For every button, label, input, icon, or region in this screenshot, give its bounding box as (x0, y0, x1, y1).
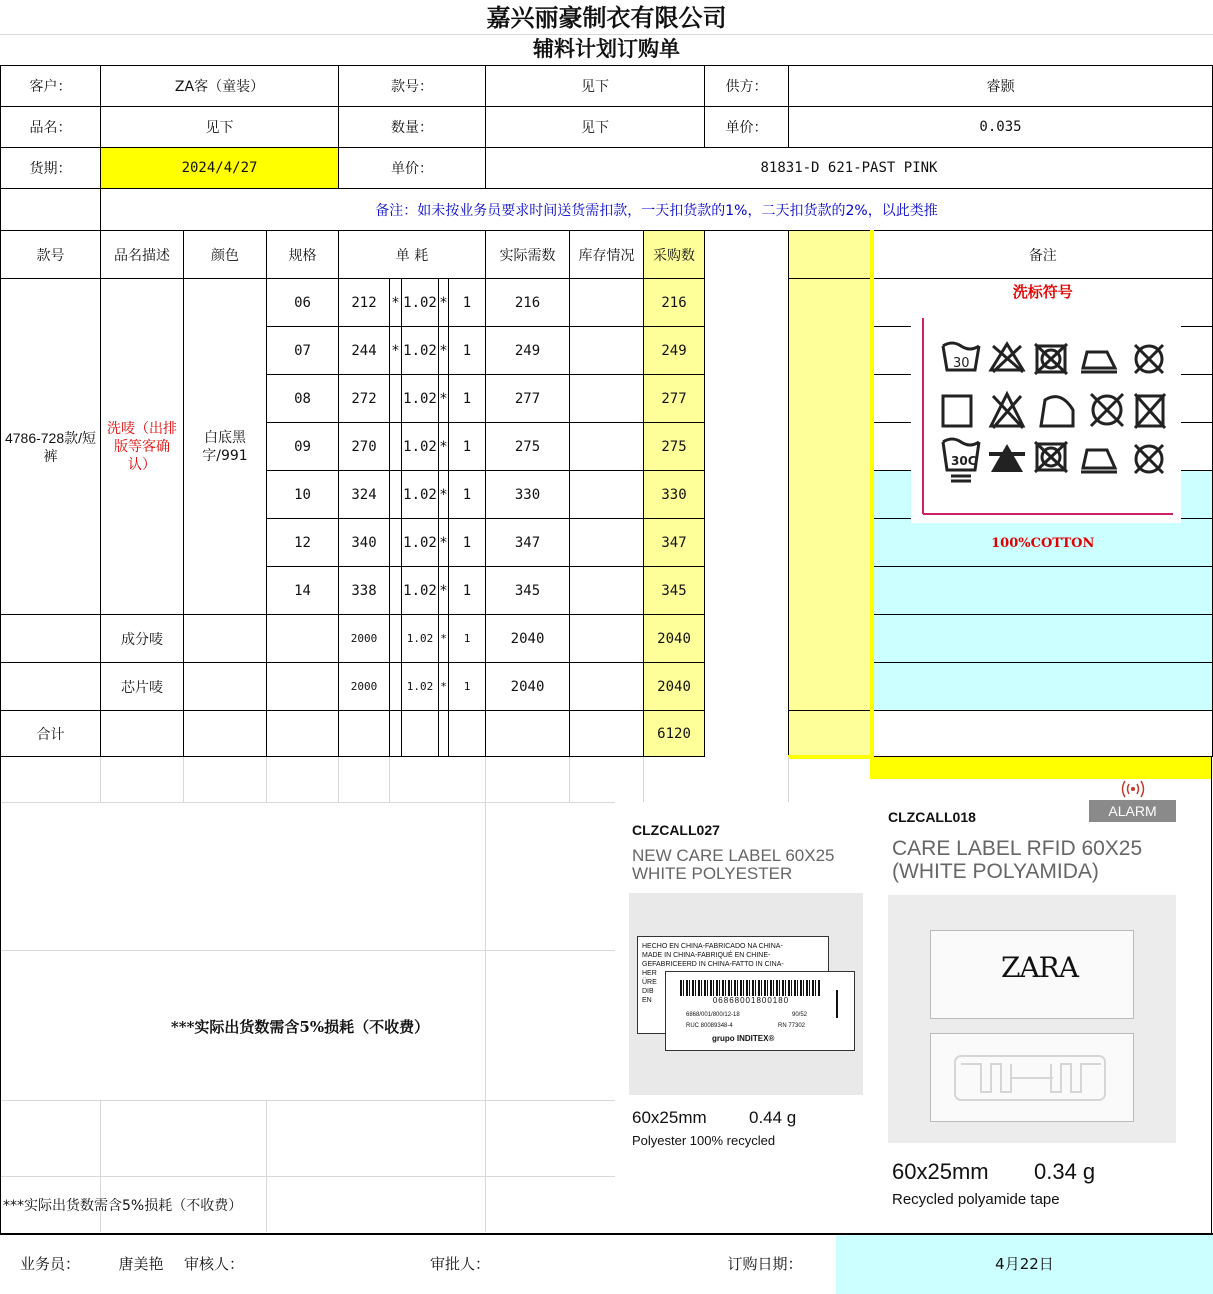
label1-text: MADE IN CHINA-FABRIQUÉ EN CHINE- (642, 952, 771, 959)
factor: 1.02 (402, 471, 439, 519)
size: 08 (267, 375, 339, 423)
col-usage: 单 耗 (339, 231, 486, 279)
label1-text: HER (642, 970, 657, 977)
qty-value: 见下 (486, 107, 705, 148)
factor: 1.02 (402, 615, 439, 663)
need: 330 (486, 471, 570, 519)
note-spacer (1, 189, 101, 231)
remark-cell (872, 567, 1213, 615)
mult-sign: * (439, 567, 449, 615)
qty: 272 (339, 375, 390, 423)
purchase: 249 (644, 327, 705, 375)
order-date-value: 4月22日 (836, 1235, 1213, 1294)
empty-cell (570, 711, 644, 757)
size: 07 (267, 327, 339, 375)
label2-photo (888, 895, 1176, 1143)
label1-front-tag (665, 971, 855, 1051)
qty: 2000 (339, 663, 390, 711)
label1-material: Polyester 100% recycled (632, 1133, 776, 1148)
qty: 324 (339, 471, 390, 519)
label2-size: 60x25mm (892, 1159, 989, 1184)
empty-cell (486, 711, 570, 757)
customer-label: 客户： (1, 66, 101, 107)
item-color: 白底黑字/991 (184, 279, 267, 615)
table-row (1, 663, 1213, 711)
customer-value: ZA客（童装） (101, 66, 339, 107)
stock (570, 471, 644, 519)
qty: 2000 (339, 615, 390, 663)
stock (570, 327, 644, 375)
qty: 338 (339, 567, 390, 615)
stock (570, 423, 644, 471)
label1-small-1: 6868/001/800/12-18 (686, 1012, 740, 1018)
col-stock: 库存情况 (570, 231, 644, 279)
blank-col (705, 231, 789, 279)
qty: 270 (339, 423, 390, 471)
total-row (1, 711, 1213, 757)
label1-text: EN (642, 997, 652, 1004)
stock (570, 567, 644, 615)
zara-logo: ZARA (1001, 951, 1078, 984)
care-label-card-2 (873, 779, 1207, 1231)
care-label-card-1 (615, 802, 870, 1152)
label1-code: CLZCALL027 (632, 822, 720, 838)
style-cell (1, 615, 101, 663)
empty-cell (390, 711, 402, 757)
total-label: 合计 (1, 711, 101, 757)
empty-cell (101, 711, 184, 757)
company-name: 嘉兴丽豪制衣有限公司 (486, 3, 727, 32)
supplier-label: 供方： (705, 66, 789, 107)
mult-sign (390, 471, 402, 519)
label2-weight: 0.34 g (1034, 1159, 1096, 1184)
mult-sign (390, 567, 402, 615)
composition-cell (872, 519, 1213, 567)
price2-label: 单价： (339, 148, 486, 189)
remark-cell (872, 663, 1213, 711)
label1-size: 60x25mm (632, 1108, 707, 1127)
need: 275 (486, 423, 570, 471)
mult-sign (390, 423, 402, 471)
col-style: 款号 (1, 231, 101, 279)
label1-text: GEFABRICEERD IN CHINA-FATTO IN CINA- (642, 961, 784, 968)
factor: 1.02 (402, 327, 439, 375)
size: 10 (267, 471, 339, 519)
loss-note-bottom: ***实际出货数需含5%损耗（不收费） (3, 1198, 243, 1214)
label2-title-1: CARE LABEL RFID 60X25 (892, 837, 1143, 860)
stock (570, 663, 644, 711)
yellow-col (789, 711, 872, 757)
need: 345 (486, 567, 570, 615)
mult-sign (390, 519, 402, 567)
price-label: 单价： (705, 107, 789, 148)
style-cell (1, 663, 101, 711)
price-value: 0.035 (789, 107, 1213, 148)
stock (570, 519, 644, 567)
product-label: 品名： (1, 107, 101, 148)
alarm-badge: ALARM (1089, 800, 1176, 822)
purchase: 275 (644, 423, 705, 471)
purchase: 2040 (644, 615, 705, 663)
factor: 1.02 (402, 663, 439, 711)
empty-cell (184, 711, 267, 757)
label2-material: Recycled polyamide tape (892, 1191, 1060, 1208)
size: 14 (267, 567, 339, 615)
multiplier: 1 (449, 519, 486, 567)
label1-photo (629, 893, 863, 1095)
style-label: 款号： (339, 66, 486, 107)
mult-sign: * (390, 279, 402, 327)
empty-cell (267, 711, 339, 757)
label1-text: DIB (642, 988, 654, 995)
label1-mark (836, 990, 838, 1018)
multiplier: 1 (449, 279, 486, 327)
svg-text:30C: 30C (951, 454, 977, 468)
yellow-highlight (870, 757, 1211, 779)
svg-text:30: 30 (953, 356, 970, 371)
col-need: 实际需数 (486, 231, 570, 279)
reviewer-label: 审核人： (183, 1255, 244, 1273)
multiplier: 1 (449, 567, 486, 615)
approver-label: 审批人： (429, 1255, 490, 1273)
mult-sign: * (439, 663, 449, 711)
purchase: 277 (644, 375, 705, 423)
due-label: 货期： (1, 148, 101, 189)
mult-sign: * (439, 519, 449, 567)
mult-sign (390, 375, 402, 423)
color-ref-value: 81831-D 621-PAST PINK (486, 148, 1213, 189)
stock (570, 279, 644, 327)
extra-desc: 芯片唛 (101, 663, 184, 711)
mult-sign (390, 663, 402, 711)
mult-sign: * (439, 423, 449, 471)
color-cell (184, 615, 267, 663)
doc-title: 辅料计划订购单 (533, 36, 680, 61)
label1-small-2: 90/52 (792, 1012, 808, 1018)
care-symbols-icon (911, 318, 1181, 523)
footer-bar (0, 1235, 1213, 1294)
empty-cell (339, 711, 390, 757)
label1-small-4: RN 77302 (778, 1023, 806, 1029)
multiplier: 1 (449, 423, 486, 471)
multiplier: 1 (449, 375, 486, 423)
factor: 1.02 (402, 279, 439, 327)
sales-name: 唐美艳 (118, 1255, 164, 1273)
col-remark: 备注 (872, 231, 1213, 279)
factor: 1.02 (402, 375, 439, 423)
qty: 212 (339, 279, 390, 327)
care-symbols-image (911, 318, 1181, 523)
purchase: 330 (644, 471, 705, 519)
multiplier: 1 (449, 663, 486, 711)
extra-desc: 成分唛 (101, 615, 184, 663)
item-style: 4786-728款/短裤 (1, 279, 101, 615)
multiplier: 1 (449, 471, 486, 519)
supplier-value: 睿颢 (789, 66, 1213, 107)
factor: 1.02 (402, 567, 439, 615)
label1-small-3: RUC 80089348-4 (686, 1023, 733, 1029)
qty: 244 (339, 327, 390, 375)
empty-cell (439, 711, 449, 757)
purchase: 216 (644, 279, 705, 327)
spec-cell (267, 663, 339, 711)
purchase: 347 (644, 519, 705, 567)
factor: 1.02 (402, 423, 439, 471)
due-value: 2024/4/27 (101, 148, 339, 189)
stock (570, 615, 644, 663)
mult-sign (390, 615, 402, 663)
rfid-antenna-icon (931, 1034, 1135, 1123)
loss-note: ***实际出货数需含5%损耗（不收费） (170, 1018, 430, 1036)
purchase: 345 (644, 567, 705, 615)
yellow-col (789, 231, 872, 279)
multiplier: 1 (449, 327, 486, 375)
qty-label: 数量： (339, 107, 486, 148)
spec-cell (267, 615, 339, 663)
product-value: 见下 (101, 107, 339, 148)
label1-title-2: WHITE POLYESTER (632, 864, 793, 883)
factor: 1.02 (402, 519, 439, 567)
need: 347 (486, 519, 570, 567)
remark-cell (872, 711, 1213, 757)
need: 277 (486, 375, 570, 423)
empty-cell (402, 711, 439, 757)
label2-code: CLZCALL018 (888, 809, 976, 825)
mult-sign: * (390, 327, 402, 375)
composition: 100%COTTON (991, 535, 1095, 551)
rfid-tag-back (930, 1033, 1134, 1122)
stock (570, 375, 644, 423)
mult-sign: * (439, 279, 449, 327)
empty-cell (449, 711, 486, 757)
barcode-icon (680, 980, 820, 996)
item-desc: 洗唛（出排版等客确认） (101, 279, 184, 615)
rfid-signal-icon (1111, 779, 1155, 799)
col-purchase: 采购数 (644, 231, 705, 279)
label1-text: HECHO EN CHINA-FABRICADO NA CHINA- (642, 943, 783, 950)
col-color: 颜色 (184, 231, 267, 279)
size: 09 (267, 423, 339, 471)
label2-title-2: (WHITE POLYAMIDA) (892, 860, 1099, 883)
table-row (1, 615, 1213, 663)
note-text: 备注：如未按业务员要求时间送货需扣款，一天扣货款的1%，二天扣货款的2%，以此类推 (101, 189, 1213, 231)
need: 2040 (486, 663, 570, 711)
remark-cell (872, 615, 1213, 663)
inditex-logo: grupo INDITEX® (712, 1034, 775, 1043)
label1-title-1: NEW CARE LABEL 60X25 (632, 846, 835, 865)
rfid-tag-front (930, 930, 1134, 1019)
need: 2040 (486, 615, 570, 663)
size: 12 (267, 519, 339, 567)
purchase: 2040 (644, 663, 705, 711)
barcode-number: 06868001800180 (712, 996, 790, 1005)
total-purchase: 6120 (644, 711, 705, 757)
mult-sign: * (439, 615, 449, 663)
order-date-label: 订购日期： (727, 1255, 803, 1273)
qty: 340 (339, 519, 390, 567)
col-spec: 规格 (267, 231, 339, 279)
mult-sign: * (439, 471, 449, 519)
yellow-col (789, 279, 872, 711)
need: 249 (486, 327, 570, 375)
col-desc: 品名描述 (101, 231, 184, 279)
size: 06 (267, 279, 339, 327)
color-cell (184, 663, 267, 711)
need: 216 (486, 279, 570, 327)
care-title: 洗标符号 (1012, 283, 1073, 301)
multiplier: 1 (449, 615, 486, 663)
mult-sign: * (439, 375, 449, 423)
header-table (0, 65, 1213, 231)
blank-col (705, 711, 789, 757)
label1-weight: 0.44 g (749, 1108, 797, 1127)
mult-sign: * (439, 327, 449, 375)
blank-col (705, 279, 789, 711)
style-value: 见下 (486, 66, 705, 107)
sales-label: 业务员： (19, 1255, 80, 1273)
label1-text: ÜRE (642, 979, 657, 986)
